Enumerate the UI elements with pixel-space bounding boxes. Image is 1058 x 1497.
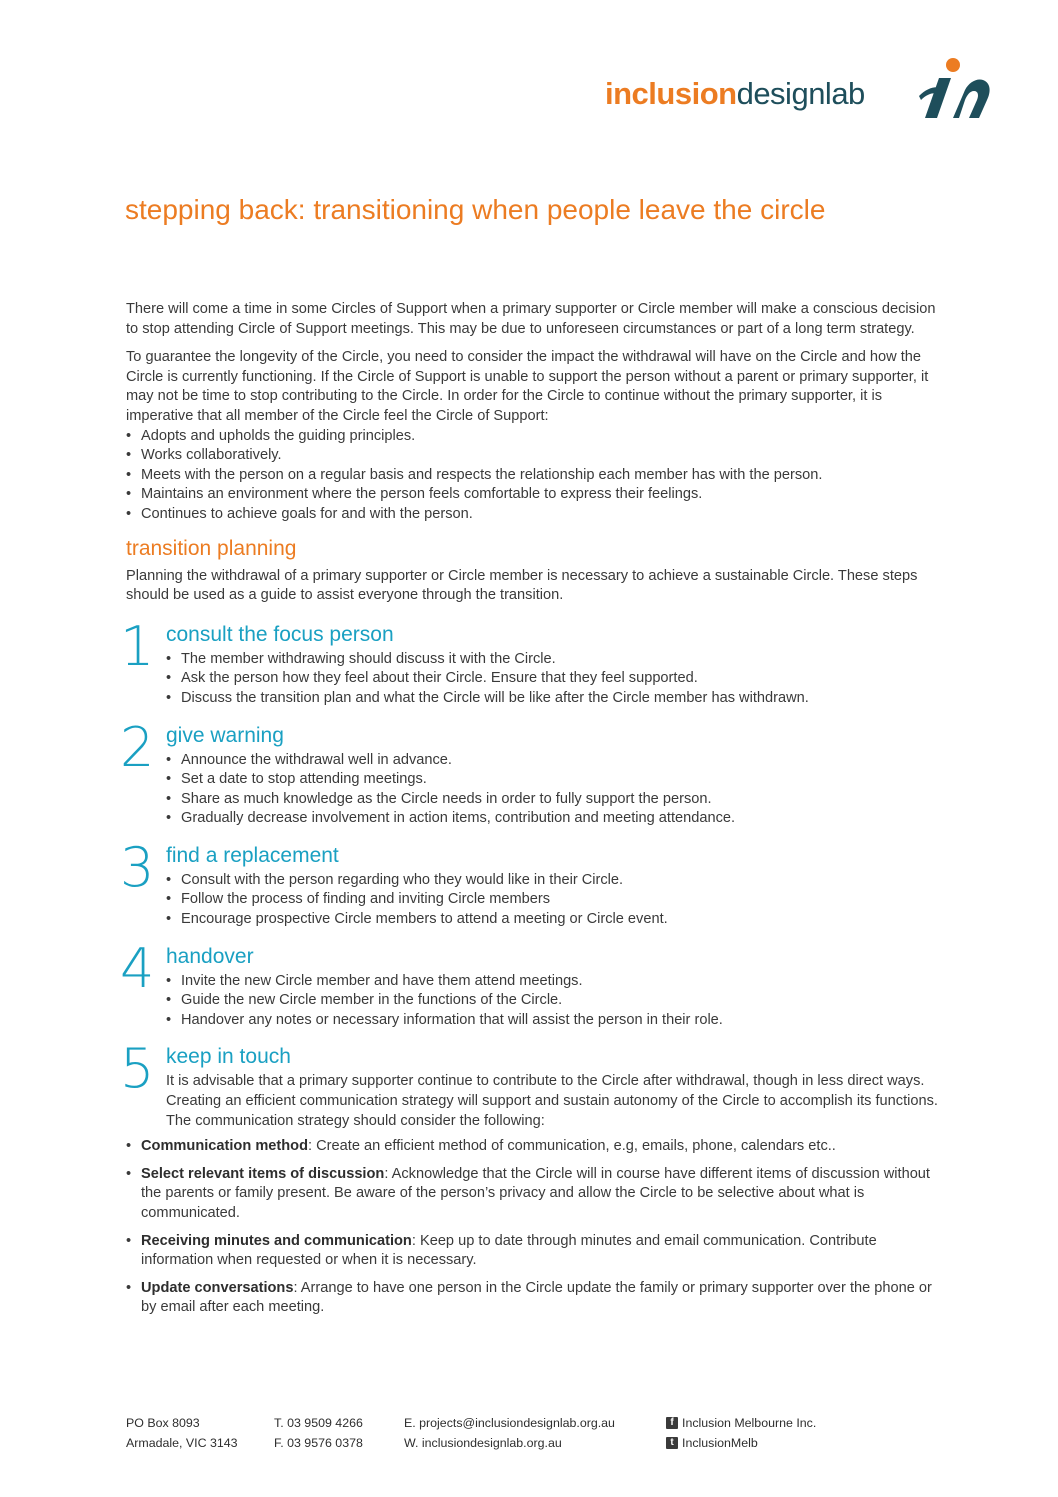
list-item (126, 1232, 946, 1271)
list-item: • Handover any notes or necessary information that will assist the person in their role. (166, 1011, 946, 1031)
list-item: • Maintains an environment where the person feels comfortable to express their feelings. (126, 485, 946, 505)
list-item: • Encourage prospective Circle members to attend a meeting or Circle event. (166, 910, 946, 930)
step-title: keep in touch (166, 1045, 291, 1069)
list-item (126, 1165, 946, 1224)
list-item: • Ask the person how they feel about their Circle. Ensure that they feel supported. (166, 669, 946, 689)
footer-contact (404, 1413, 615, 1453)
page-title: stepping back: transitioning when people leave the circle (125, 194, 826, 225)
list-item (126, 1137, 946, 1157)
step-title: give warning (166, 723, 284, 747)
inclusion-design-lab-mark-icon (917, 56, 999, 124)
address-line-1: PO Box 8093 (126, 1416, 200, 1430)
step-number: 1 (120, 614, 155, 678)
step-list (166, 751, 946, 829)
item-label: Update conversations (141, 1279, 294, 1296)
step-list (166, 972, 946, 1031)
footer-address (126, 1413, 238, 1453)
intro-paragraph-2: To guarantee the longevity of the Circle, you need to consider the impact the withdrawal will have on the Circle and how the Circle is currently functioning. If the Circle of Support is unable to support the person without a parent or primary supporter, it may not be time to stop contributing to the Circle. In order for the Circle to continue without the primary supporter, it is imperative that all member of the Circle feel the Circle of Support: (126, 349, 929, 424)
step-list (166, 650, 946, 709)
logo-text-regular: designlab (736, 76, 865, 111)
list-item: • Meets with the person on a regular basis and respects the relationship each member has with the person. (126, 466, 946, 486)
step-2 (120, 715, 946, 829)
twitter-link[interactable] (666, 1433, 816, 1453)
list-item (126, 1279, 946, 1318)
email-link[interactable]: E. projects@inclusiondesignlab.org.au (404, 1416, 615, 1430)
step-number: 4 (120, 936, 155, 1000)
item-text: : Create an efficient method of communication, e.g, emails, phone, calendars etc.. (308, 1138, 836, 1155)
facebook-icon: f (666, 1417, 678, 1429)
transition-planning-text: Planning the withdrawal of a primary supporter or Circle member is necessary to achieve a sustainable Circle. These steps should be used as a guide to assist everyone through the transition. (126, 567, 918, 604)
item-label: Communication method (141, 1138, 309, 1155)
twitter-label: InclusionMelb (682, 1436, 758, 1450)
facebook-label: Inclusion Melbourne Inc. (682, 1416, 817, 1430)
step-number: 2 (120, 715, 155, 779)
step-4 (120, 936, 946, 1031)
footer (126, 1413, 886, 1457)
logo-text-bold: inclusion (605, 76, 737, 111)
list-item: • Set a date to stop attending meetings. (166, 770, 946, 790)
item-text: : Arrange to have one person in the Circle update the family or primary supporter over the phone or by email after each meeting. (141, 1279, 932, 1316)
step-title: consult the focus person (166, 622, 394, 646)
list-item: • Continues to achieve goals for and with the person. (126, 505, 946, 525)
footer-social (666, 1413, 816, 1453)
item-label: Select relevant items of discussion (141, 1165, 385, 1182)
address-line-2: Armadale, VIC 3143 (126, 1436, 238, 1450)
website-link[interactable]: W. inclusiondesignlab.org.au (404, 1436, 562, 1450)
circle-criteria-list (126, 427, 946, 525)
step-number: 5 (120, 1037, 155, 1101)
item-label: Receiving minutes and communication (141, 1232, 412, 1249)
list-item: • Consult with the person regarding who they would like in their Circle. (166, 871, 946, 891)
list-item: • Announce the withdrawal well in advance. (166, 751, 946, 771)
step-title: find a replacement (166, 843, 339, 867)
step-5 (120, 1037, 946, 1131)
list-item: • Works collaboratively. (126, 446, 946, 466)
facebook-link[interactable] (666, 1413, 816, 1433)
logo-wordmark (605, 76, 865, 112)
list-item: • Gradually decrease involvement in action items, contribution and meeting attendance. (166, 809, 946, 829)
item-text: : Acknowledge that the Circle will in course have different items of discussion without the parents or family present. Be aware of the person’s privacy and allow the Circle to be selective about what is communicated. (141, 1165, 930, 1221)
list-item: • Invite the new Circle member and have them attend meetings. (166, 972, 946, 992)
main-content (120, 300, 946, 1326)
step-text: It is advisable that a primary supporter continue to contribute to the Circle after withdrawal, though in less direct ways. Creating an efficient communication strategy will support and sustain autonomy of the Circle to accomplish its functions. The communication strategy should consider the following: (166, 1073, 938, 1129)
phone-line: T. 03 9509 4266 (274, 1416, 363, 1430)
list-item: • Adopts and upholds the guiding principles. (126, 427, 946, 447)
footer-phone (274, 1413, 363, 1453)
twitter-icon: t (666, 1437, 678, 1449)
step-3 (120, 835, 946, 930)
step-number: 3 (120, 835, 155, 899)
intro-paragraph-1: There will come a time in some Circles of Support when a primary supporter or Circle member will make a conscious decision to stop attending Circle of Support meetings. This may be due to unforeseen circumstances or part of a long term strategy. (126, 301, 936, 337)
list-item: • Follow the process of finding and inviting Circle members (166, 890, 946, 910)
step-title: handover (166, 944, 254, 968)
logo (605, 56, 1000, 126)
list-item: • Discuss the transition plan and what the Circle will be like after the Circle member has withdrawn. (166, 689, 946, 709)
list-item: • Guide the new Circle member in the functions of the Circle. (166, 991, 946, 1011)
fax-line: F. 03 9576 0378 (274, 1436, 363, 1450)
list-item: • The member withdrawing should discuss it with the Circle. (166, 650, 946, 670)
step-1 (120, 614, 946, 709)
transition-planning-heading: transition planning (126, 536, 297, 560)
list-item: • Share as much knowledge as the Circle needs in order to fully support the person. (166, 790, 946, 810)
item-text: : Keep up to date through minutes and email communication. Contribute information when requested or when it is necessary. (141, 1232, 877, 1269)
step-list (166, 871, 946, 930)
communication-strategy-list (126, 1137, 946, 1318)
